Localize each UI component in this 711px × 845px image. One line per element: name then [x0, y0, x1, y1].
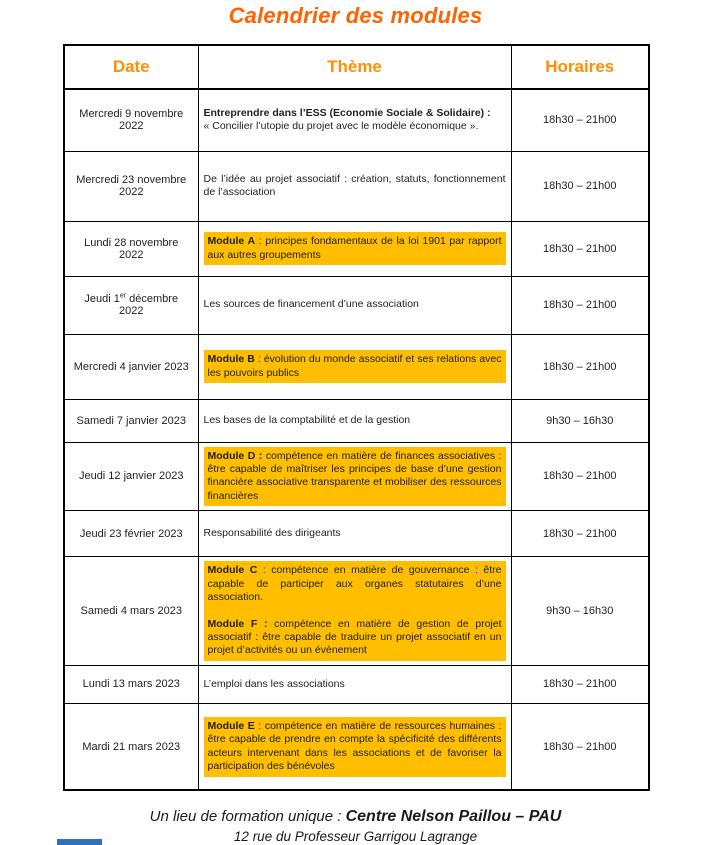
- theme-cell: [198, 442, 511, 511]
- date-cell: Mercredi 9 novembre 2022: [64, 89, 198, 151]
- table-row: [64, 557, 649, 666]
- horaires-cell: 18h30 – 21h00: [511, 221, 649, 276]
- table-row: [64, 221, 649, 276]
- table-row: [64, 399, 649, 442]
- table-row: [64, 442, 649, 511]
- horaires-cell: 18h30 – 21h00: [511, 89, 649, 151]
- theme-cell: L’emploi dans les associations: [198, 665, 511, 703]
- highlighted-module-block: Module C : compétence en matière de gouvernance : être capable de participer aux organes statutaires d’une association. Module F : compétence en matière de gestion de projet associatif : être capable de traduire un projet associatif en un projet d’activités ou un évènement: [204, 561, 506, 661]
- date-cell: Mercredi 4 janvier 2023: [64, 334, 198, 399]
- horaires-cell: 9h30 – 16h30: [511, 399, 649, 442]
- date-cell: Lundi 28 novembre 2022: [64, 221, 198, 276]
- theme-cell: Les bases de la comptabilité et de la gestion: [198, 399, 511, 442]
- table-row: [64, 334, 649, 399]
- header-horaires: Horaires: [511, 45, 649, 89]
- page-title: Calendrier des modules: [228, 3, 483, 28]
- horaires-cell: 9h30 – 16h30: [511, 557, 649, 666]
- footer: [0, 808, 711, 844]
- header-date: Date: [64, 45, 198, 89]
- calendar-table: [63, 44, 650, 791]
- highlighted-module-block: Module E : compétence en matière de ressources humaines : être capable de prendre en compte la spécificité des différents acteurs intervenant dans les associations et de favoriser la participation des bénévoles: [204, 717, 506, 777]
- table-row: [64, 89, 649, 151]
- footer-address-line: 12 rue du Professeur Garrigou Lagrange: [233, 829, 478, 845]
- table-row: [64, 151, 649, 221]
- date-cell: Mardi 21 mars 2023: [64, 703, 198, 790]
- header-theme: Thème: [198, 45, 511, 89]
- theme-cell: Responsabilité des dirigeants: [198, 511, 511, 557]
- date-cell: Lundi 13 mars 2023: [64, 665, 198, 703]
- date-cell: Jeudi 23 février 2023: [64, 511, 198, 557]
- highlighted-module-block: Module B : évolution du monde associatif et ses relations avec les pouvoirs publics: [204, 350, 506, 383]
- highlighted-module-block: Module A : principes fondamentaux de la loi 1901 par rapport aux autres groupements: [204, 232, 506, 265]
- date-cell: Jeudi 1er décembre 2022: [64, 276, 198, 334]
- footer-location-line: Un lieu de formation unique : Centre Nelson Paillou – PAU: [149, 808, 562, 826]
- theme-cell: Entreprendre dans l’ESS (Economie Sociale & Solidaire) : « Concilier l’utopie du projet avec le modèle économique ».: [198, 89, 511, 151]
- horaires-cell: 18h30 – 21h00: [511, 334, 649, 399]
- table-row: [64, 665, 649, 703]
- theme-cell: Les sources de financement d’une association: [198, 276, 511, 334]
- horaires-cell: 18h30 – 21h00: [511, 276, 649, 334]
- theme-cell: [198, 334, 511, 399]
- table-row: [64, 276, 649, 334]
- footer-venue-name: Centre Nelson Paillou – PAU: [345, 808, 562, 826]
- horaires-cell: 18h30 – 21h00: [511, 151, 649, 221]
- date-cell: Samedi 7 janvier 2023: [64, 399, 198, 442]
- theme-cell: [198, 221, 511, 276]
- superscript-er: er: [119, 292, 127, 300]
- table-row: [64, 703, 649, 790]
- theme-cell: De l’idée au projet associatif : création, statuts, fonctionnement de l’association: [198, 151, 511, 221]
- partial-blue-logo: [57, 839, 102, 845]
- table-row: [64, 511, 649, 557]
- horaires-cell: 18h30 – 21h00: [511, 665, 649, 703]
- horaires-cell: 18h30 – 21h00: [511, 703, 649, 790]
- theme-cell: [198, 557, 511, 666]
- header-row: [64, 45, 649, 89]
- horaires-cell: 18h30 – 21h00: [511, 442, 649, 511]
- highlighted-module-block: Module D : compétence en matière de finances associatives : être capable de maîtriser les principes de base d’une gestion financière associative transparente et mobiliser des ressources financières: [204, 447, 506, 507]
- theme-cell: [198, 703, 511, 790]
- date-cell: Mercredi 23 novembre 2022: [64, 151, 198, 221]
- date-cell: Samedi 4 mars 2023: [64, 557, 198, 666]
- date-cell: Jeudi 12 janvier 2023: [64, 442, 198, 511]
- horaires-cell: 18h30 – 21h00: [511, 511, 649, 557]
